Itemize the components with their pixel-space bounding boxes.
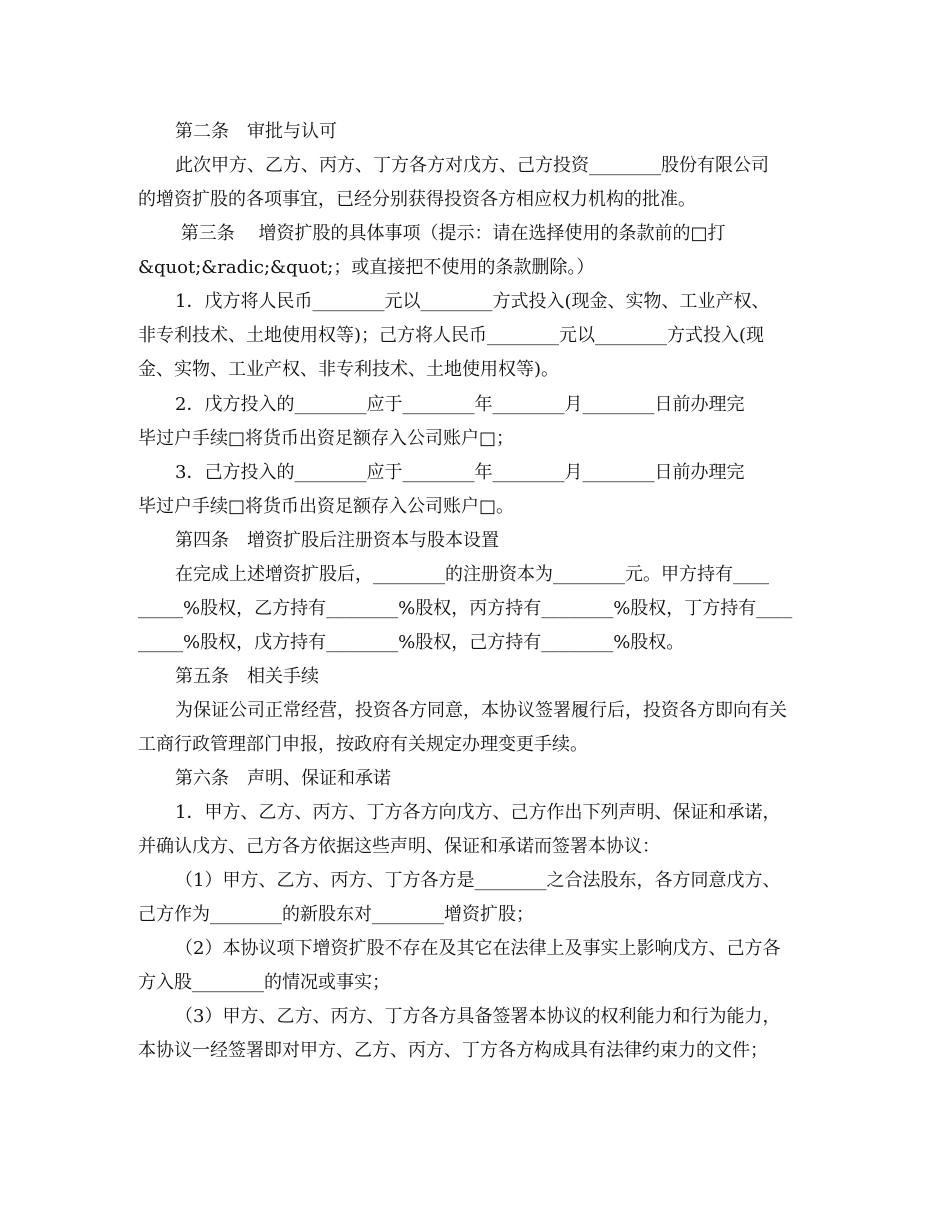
paragraph-line: 3．己方投入的________应于________年________月________日前办理完 xyxy=(175,462,745,483)
paragraph-line: 毕过户手续□将货币出资足额存入公司账户□。 xyxy=(138,496,515,517)
clause-4-heading: 第四条 增资扩股后注册资本与股本设置 xyxy=(175,530,499,551)
paragraph-line: 此次甲方、乙方、丙方、丁方各方对戊方、己方投资________股份有限公司 xyxy=(175,155,769,176)
paragraph-line: （2）本协议项下增资扩股不存在及其它在法律上及事实上影响戊方、己方各 xyxy=(175,938,781,959)
paragraph-line: 工商行政管理部门申报，按政府有关规定办理变更手续。 xyxy=(138,734,588,755)
paragraph-line: 己方作为________的新股东对________增资扩股； xyxy=(138,904,534,925)
paragraph-line: &quot;&radic;&quot;；或直接把不使用的条款删除。） xyxy=(138,257,595,278)
clause-2-heading: 第二条 审批与认可 xyxy=(175,121,337,142)
clause-6-heading: 第六条 声明、保证和承诺 xyxy=(175,768,391,789)
clause-5-heading: 第五条 相关手续 xyxy=(175,666,319,687)
paragraph-line: 1．甲方、乙方、丙方、丁方各方向戊方、己方作出下列声明、保证和承诺， xyxy=(175,802,781,823)
clause-3-heading: 第三条 增资扩股的具体事项（提示：请在选择使用的条款前的□打 xyxy=(175,223,726,244)
paragraph-line: 在完成上述增资扩股后，________的注册资本为________元。甲方持有____ xyxy=(175,564,769,585)
paragraph-line: 2．戊方投入的________应于________年________月________日前办理完 xyxy=(175,394,745,415)
paragraph-line: _____%股权，戊方持有________%股权，己方持有________%股权。 xyxy=(138,632,685,653)
paragraph-line: 非专利技术、土地使用权等)；己方将人民币________元以________方式投入(现 xyxy=(138,325,765,346)
paragraph-line: （1）甲方、乙方、丙方、丁方各方是________之合法股东，各方同意戊方、 xyxy=(175,870,781,891)
paragraph-line: 1．戊方将人民币________元以________方式投入(现金、实物、工业产权、 xyxy=(175,291,770,312)
paragraph-line: 并确认戊方、己方各方依据这些声明、保证和承诺而签署本协议： xyxy=(138,836,660,857)
paragraph-line: 为保证公司正常经营，投资各方同意，本协议签署履行后，投资各方即向有关 xyxy=(175,700,787,721)
paragraph-line: 毕过户手续□将货币出资足额存入公司账户□； xyxy=(138,428,515,449)
paragraph-line: _____%股权，乙方持有________%股权，丙方持有________%股权，丁方持有____ xyxy=(138,598,793,619)
paragraph-line: 金、实物、工业产权、非专利技术、土地使用权等)。 xyxy=(138,359,560,380)
paragraph-line: 本协议一经签署即对甲方、乙方、丙方、丁方各方构成具有法律约束力的文件； xyxy=(138,1040,768,1061)
paragraph-line: 方入股________的情况或事实； xyxy=(138,972,390,993)
paragraph-line: 的增资扩股的各项事宜，已经分别获得投资各方相应权力机构的批准。 xyxy=(138,189,696,210)
paragraph-line: （3）甲方、乙方、丙方、丁方各方具备签署本协议的权利能力和行为能力， xyxy=(175,1006,781,1027)
